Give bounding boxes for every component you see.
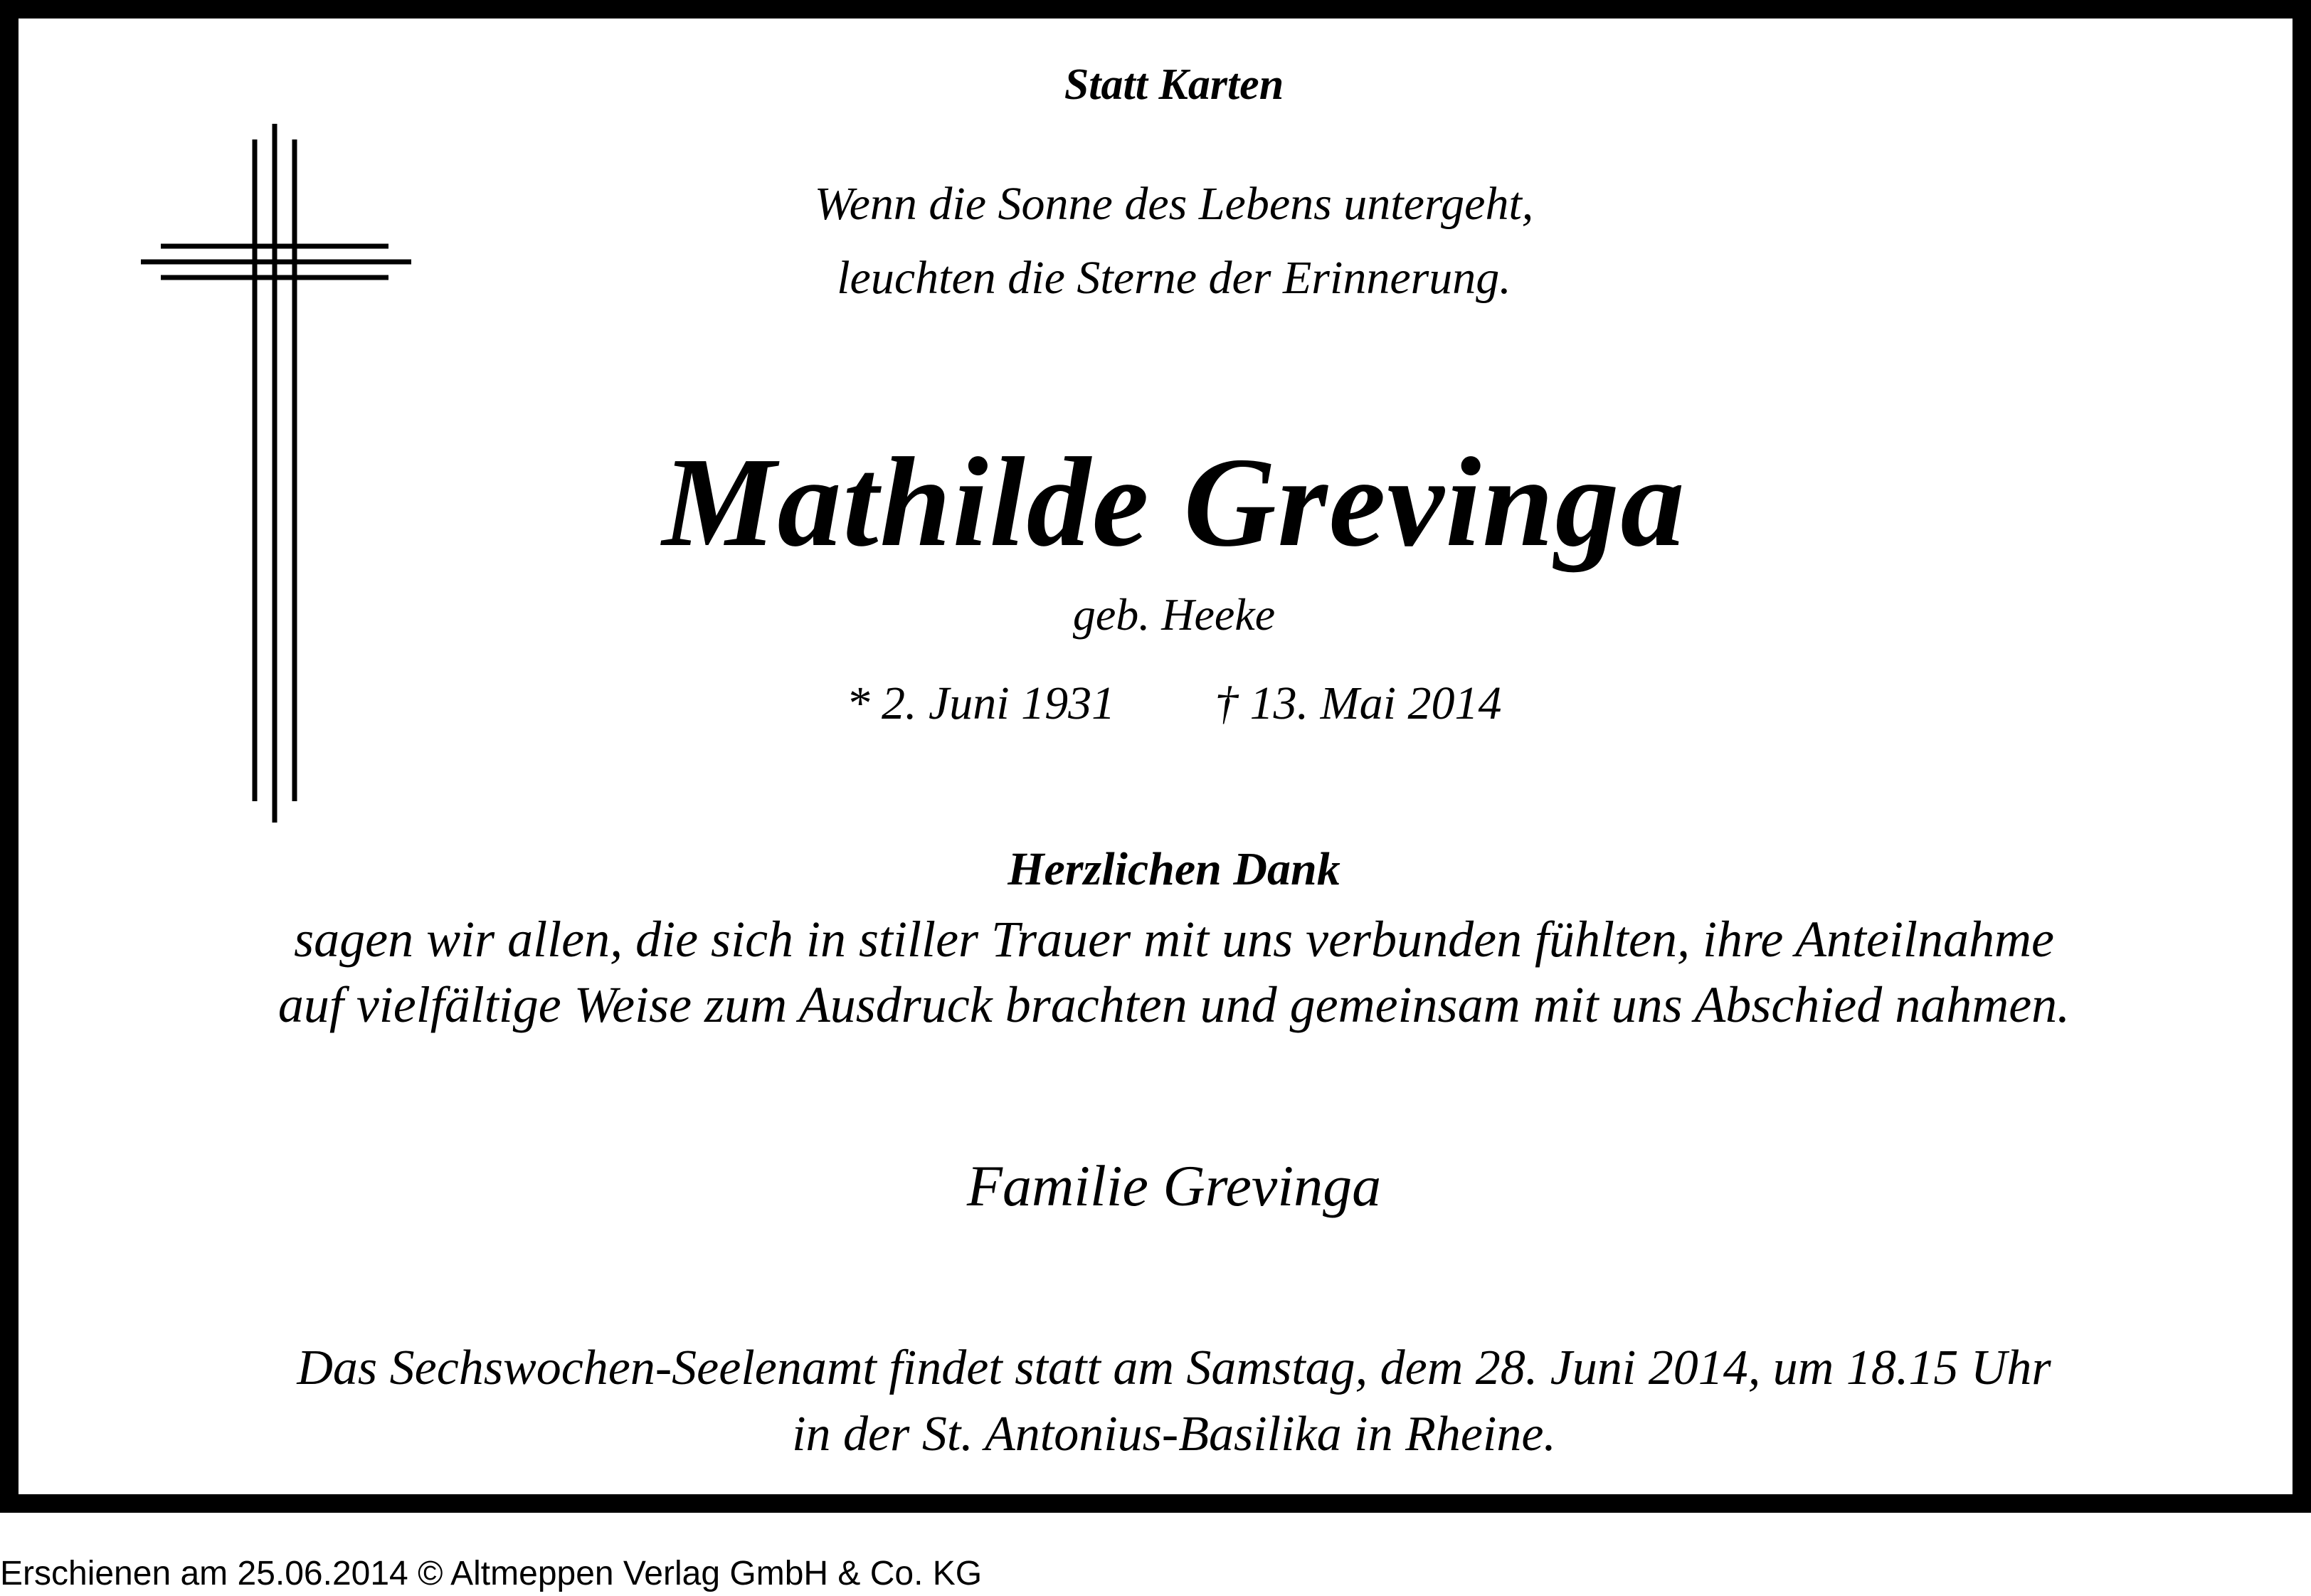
publication-footer: Erschienen am 25.06.2014 © Altmeppen Verlag GmbH & Co. KG: [0, 1555, 983, 1592]
deceased-name: Mathilde Grevinga: [662, 431, 1686, 573]
thanks-heading: Herzlichen Dank: [1008, 843, 1340, 895]
motto-line-2: leuchten die Sterne der Erinnerung.: [837, 252, 1511, 304]
life-dates: [18, 677, 2311, 729]
birth-date: * 2. Juni 1931: [846, 677, 1116, 729]
service-line-2: in der St. Antonius-Basilika in Rheine.: [792, 1407, 1556, 1462]
family-signature: Familie Grevinga: [966, 1153, 1382, 1218]
header-statt-karten: Statt Karten: [1064, 60, 1284, 109]
death-date: † 13. Mai 2014: [1215, 677, 1502, 729]
thanks-line-2: auf vielfältige Weise zum Ausdruck brachten und gemeinsam mit uns Abschied nahmen.: [277, 976, 2071, 1033]
maiden-name: geb. Heeke: [1072, 589, 1276, 640]
service-line-1: Das Sechswochen-Seelenamt findet statt am Samstag, dem 28. Juni 2014, um 18.15 Uhr: [297, 1341, 2051, 1395]
thanks-line-1: sagen wir allen, die sich in stiller Trauer mit uns verbunden fühlten, ihre Anteilnahme: [294, 911, 2054, 968]
motto-line-1: Wenn die Sonne des Lebens untergeht,: [814, 178, 1534, 230]
